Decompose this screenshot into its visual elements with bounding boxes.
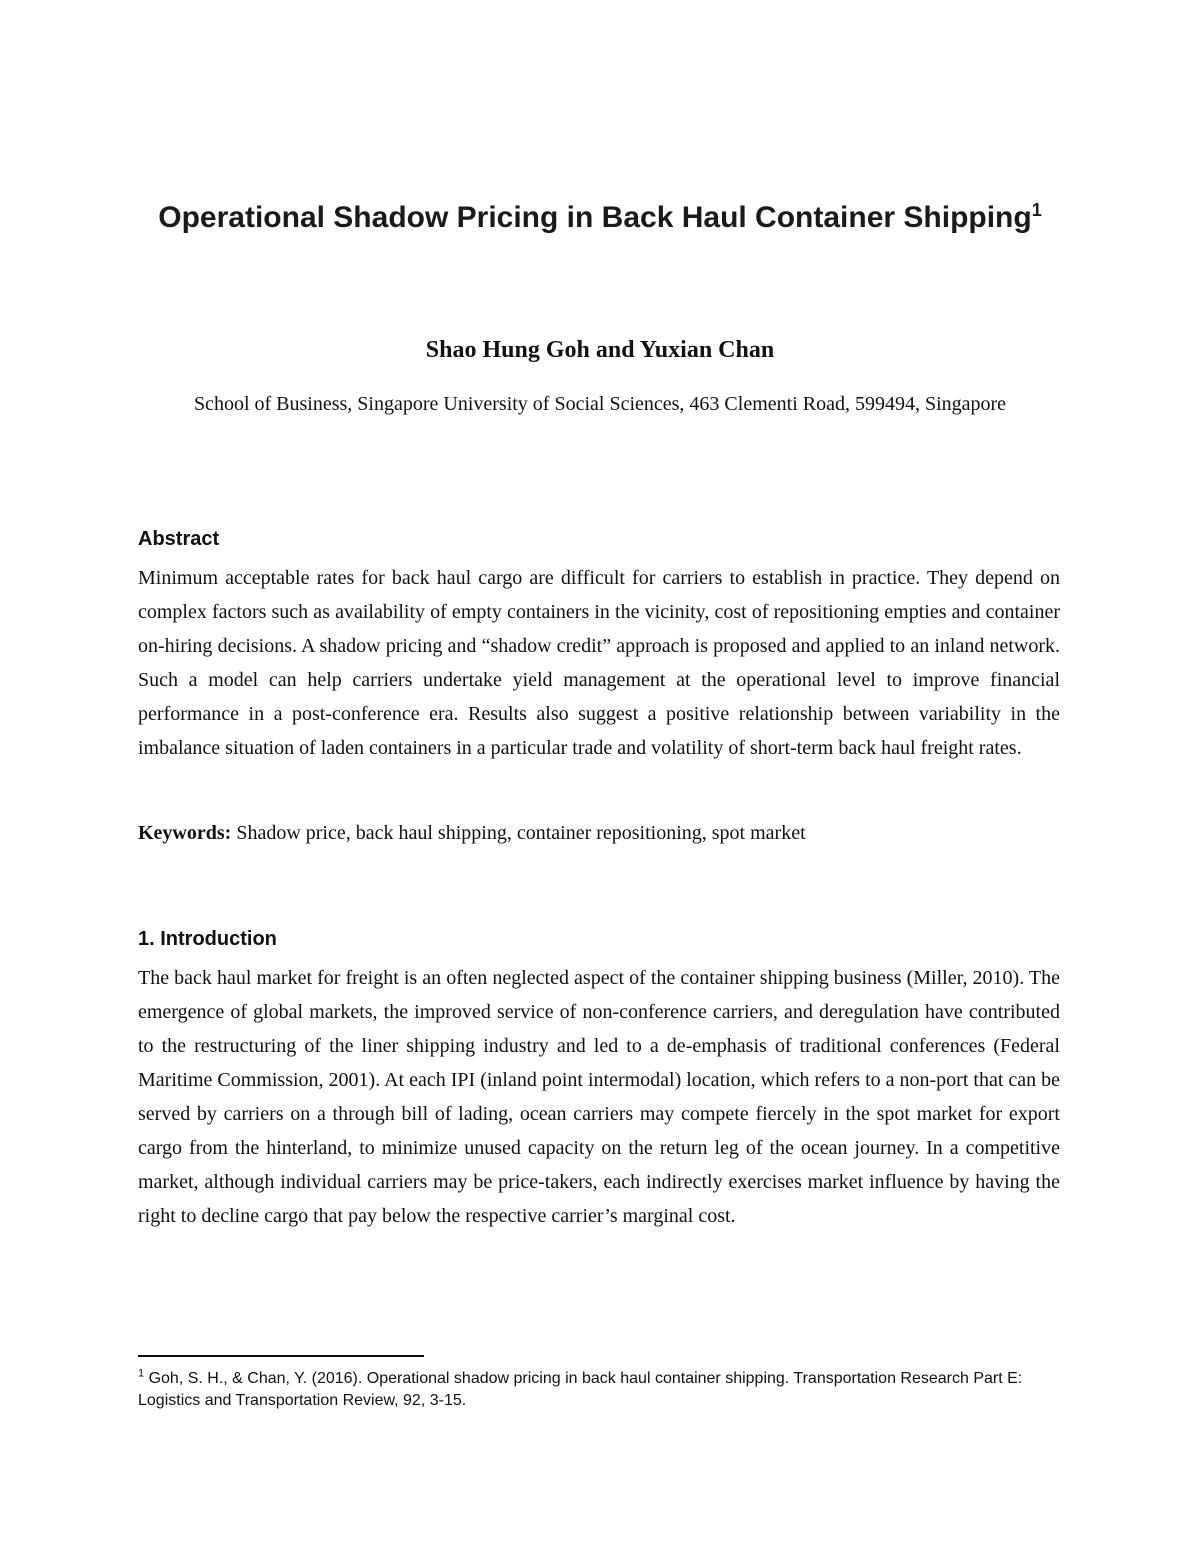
keywords-line: [138, 816, 1060, 850]
abstract-text: Minimum acceptable rates for back haul cargo are difficult for carriers to establish in practice. They depend on complex factors such as availability of empty containers in the vicinity, cost of repositioning empties and container on-hiring decisions. A shadow pricing and “shadow credit” approach is proposed and applied to an inland network. Such a model can help carriers undertake yield management at the operational level to improve financial performance in a post-conference era. Results also suggest a positive relationship between variability in the imbalance situation of laden containers in a particular trade and volatility of short-term back haul freight rates.: [138, 567, 1060, 759]
footnote-divider: [138, 1355, 424, 1357]
paper-title: Operational Shadow Pricing in Back Haul Container Shipping: [158, 201, 1032, 234]
introduction-text: The back haul market for freight is an often neglected aspect of the container shipping business (Miller, 2010). The emergence of global markets, the improved service of non-conference carriers, and deregulation have contributed to the restructuring of the liner shipping industry and led to a de-emphasis of traditional conferences (Federal Maritime Commission, 2001). At each IPI (inland point intermodal) location, which refers to a non-port that can be served by carriers on a through bill of lading, ocean carriers may compete fiercely in the spot market for export cargo from the hinterland, to minimize unused capacity on the return leg of the ocean journey. In a competitive market, although individual carriers may be price-takers, each indirectly exercises market influence by having the right to decline cargo that pay below the respective carrier’s marginal cost.: [138, 967, 1061, 1227]
footnote: [138, 1368, 1038, 1412]
footnote-mark: 1: [138, 1367, 145, 1380]
keywords-text: Shadow price, back haul shipping, container repositioning, spot market: [236, 822, 806, 844]
introduction-heading: 1. Introduction: [138, 928, 277, 950]
title-footnote-mark[interactable]: 1: [1031, 200, 1042, 220]
keywords-label: Keywords:: [138, 822, 232, 844]
affiliation: School of Business, Singapore University of Social Sciences, 463 Clementi Road, 599494, Singapore: [193, 393, 1007, 415]
paper-title-block: [150, 196, 1050, 240]
abstract-heading: Abstract: [138, 528, 220, 550]
author-names: Shao Hung Goh and Yuxian Chan: [425, 337, 775, 363]
footnote-text: Goh, S. H., & Chan, Y. (2016). Operational shadow pricing in back haul container shipping. Transportation Research Part E: Logistics and Transportation Review, 92, 3-15.: [138, 1370, 1023, 1409]
